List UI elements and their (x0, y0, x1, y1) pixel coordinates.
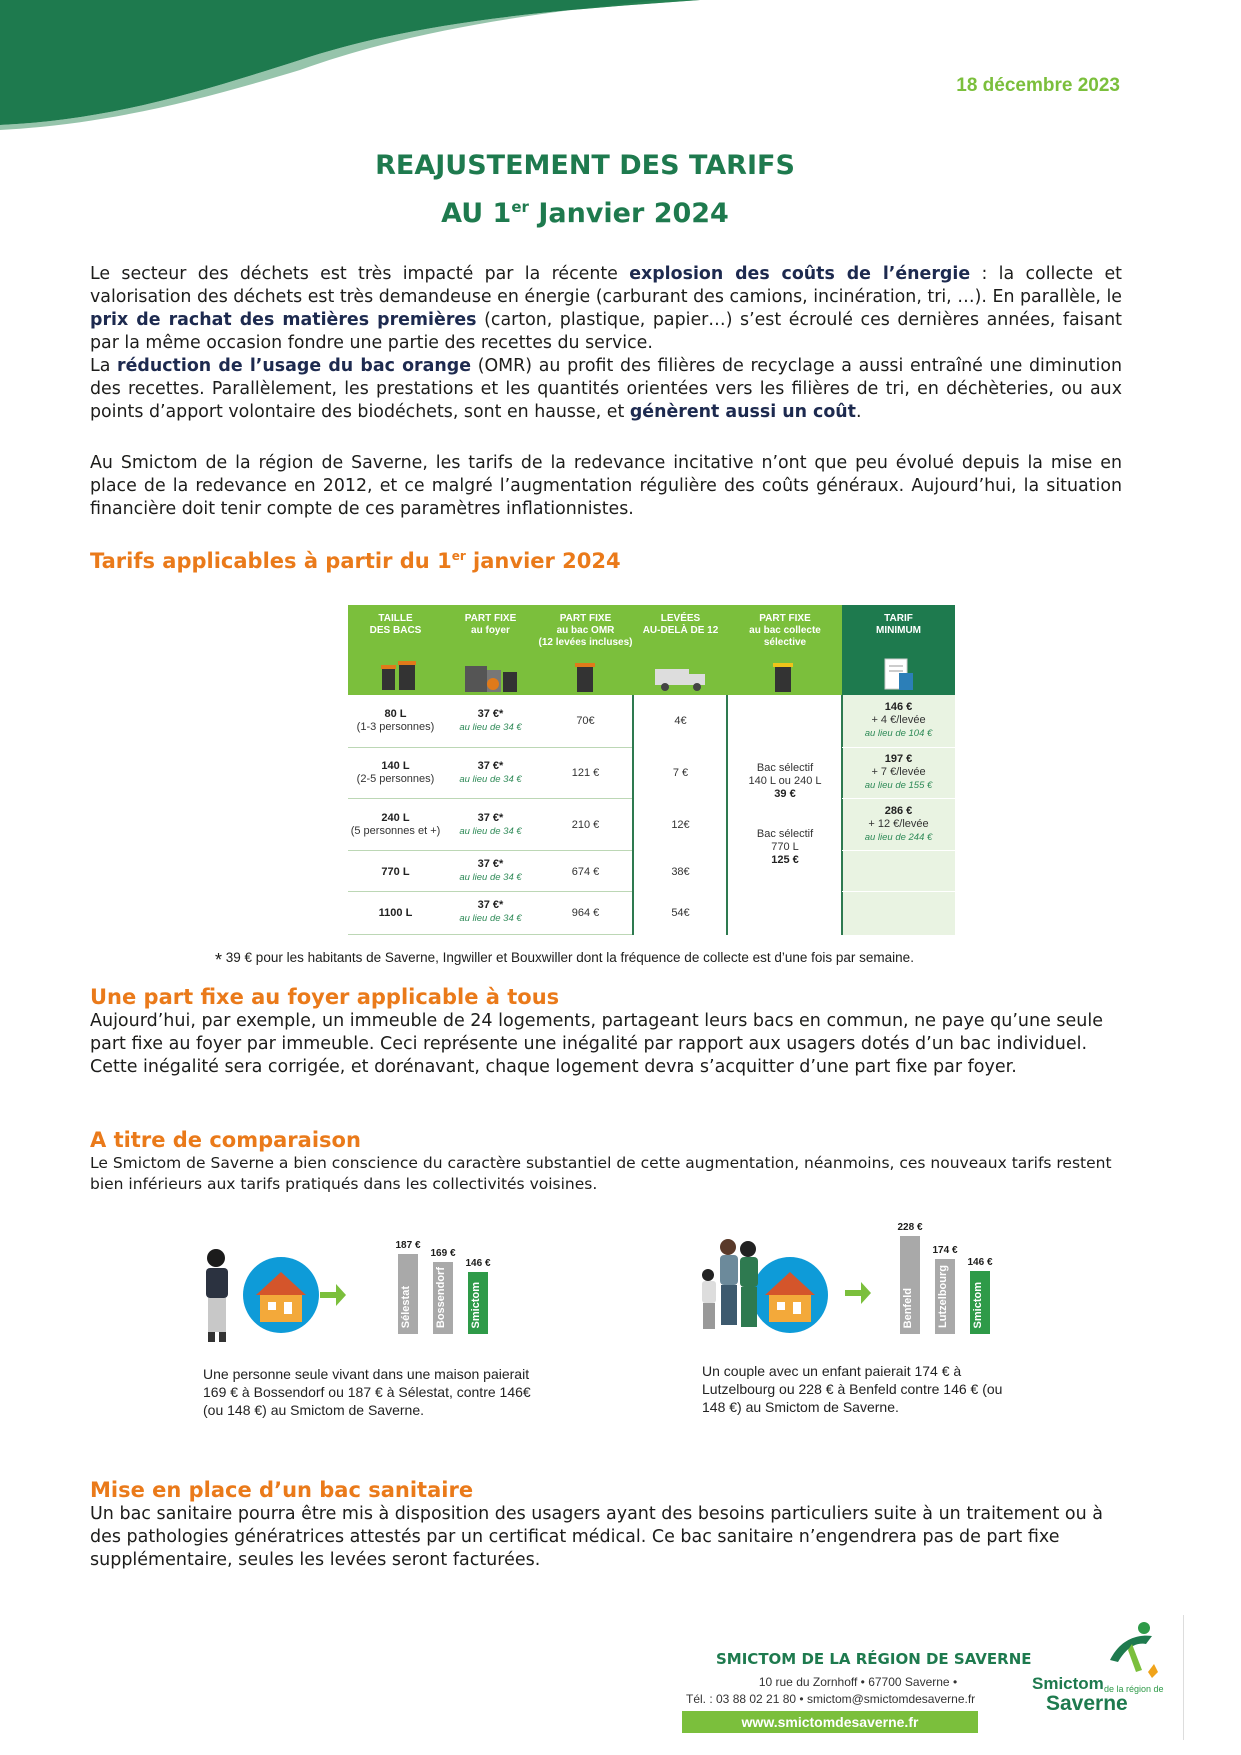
table-row-size: 1100 L (378, 907, 413, 919)
table-row-min: 286 € + 12 €/levée au lieu de 244 € (864, 805, 933, 843)
row-divider (842, 798, 955, 799)
page-title: REAJUSTEMENT DES TARIFS (375, 150, 795, 181)
column-divider (632, 695, 634, 935)
chart-value-label: 146 € (967, 1257, 993, 1268)
section-text-comparaison: Le Smictom de Saverne a bien conscience du caractère substantiel de cette augmentation, néanmoins, ces nouveaux tarifs restent bien inférieurs aux tarifs pratiqués dans les collectivités voisines. (90, 1154, 1112, 1193)
bin-icon (378, 660, 418, 692)
chart-bar-bossendorf (433, 1262, 453, 1334)
table-row-omr: 121 € (571, 767, 600, 779)
smictom-logo (1032, 1620, 1180, 1735)
selective-bin-large: Bac sélectif 770 L 125 € (756, 828, 814, 866)
header-part-fixe-selective: PART FIXE au bac collecte sélective (728, 605, 842, 695)
family-house-illustration (690, 1235, 840, 1350)
single-person-house-illustration (196, 1240, 336, 1350)
chart-value-label: 146 € (465, 1258, 491, 1269)
footer-contact: Tél. : 03 88 02 21 80 • smictom@smictomdesaverne.fr (686, 1692, 976, 1706)
footer-organization: SMICTOM DE LA RÉGION DE SAVERNE (716, 1650, 1032, 1668)
row-divider (348, 891, 632, 892)
chart-bar-label: Smictom (470, 1281, 482, 1328)
section-text-bac-sanitaire: Un bac sanitaire pourra être mis à disposition des usagers ayant des besoins particuliers suite à un traitement ou à des pathologies génératrices attestés par un certificat médical. Ce bac sanitaire n’engendrera pas de part fixe supplémentaire, seules les levées seront facturées. (90, 1504, 1104, 1570)
tarifs-table (348, 605, 955, 935)
chart-bar-label: Smictom (972, 1281, 984, 1328)
table-row-size: 140 L (2-5 personnes) (356, 760, 435, 785)
table-row-omr: 210 € (571, 819, 600, 831)
comparison-chart-single (395, 1240, 508, 1334)
arrow-right-icon (318, 1280, 348, 1310)
table-row-levee: 7 € (672, 767, 689, 779)
arrow-right-icon (843, 1278, 873, 1308)
header-part-fixe-omr: PART FIXE au bac OMR (12 levées incluses) (538, 605, 633, 695)
building-icon (463, 660, 523, 692)
table-row-fixe: 37 €* au lieu de 34 € (459, 858, 522, 883)
chart-bar-label: Lutzelbourg (937, 1265, 949, 1328)
chart-bar-smictom (468, 1272, 488, 1334)
footer-address: 10 rue du Zornhoff • 67700 Saverne • (758, 1675, 958, 1689)
header-taille: TAILLE DES BACS (348, 605, 443, 695)
table-footnote: * 39 € pour les habitants de Saverne, Ingwiller et Bouxwiller dont la fréquence de collecte est d’une fois par semaine. (215, 950, 914, 970)
logo-text-saverne: Saverne (1046, 1692, 1128, 1715)
selective-bin-small: Bac sélectif 140 L ou 240 L 39 € (748, 762, 822, 800)
table-row-levee: 38€ (671, 866, 690, 878)
row-divider (348, 934, 632, 935)
table-row-omr: 70€ (576, 715, 595, 727)
chart-value-label: 174 € (932, 1245, 958, 1256)
table-row-fixe: 37 €* au lieu de 34 € (459, 899, 522, 924)
footer-website-link[interactable]: www.smictomdesaverne.fr (682, 1711, 978, 1733)
table-row-omr: 674 € (571, 866, 600, 878)
header-part-fixe-foyer: PART FIXE au foyer (443, 605, 538, 695)
intro-paragraph-3: Au Smictom de la région de Saverne, les tarifs de la redevance incitative n’ont que peu évolué depuis la mise en place de la redevance en 2012, et ce malgré l’augmentation régulière des coûts généraux. Aujourd’hui, la situation financière doit tenir compte de ces paramètres inflationnistes. (90, 453, 1122, 519)
row-divider (842, 747, 955, 748)
invoice-calculator-icon (883, 657, 915, 691)
intro-paragraph-1: Le secteur des déchets est très impacté par la récente explosion des coûts de l’énergie : la collecte et valorisation des déchets est très demandeuse en énergie (carburant des camions, incinération, tri, …). En parallèle, le prix de rachat des matières premières (carton, plastique, papier…) s’est écroulé ces dernières années, faisant par la même occasion fondre une partie des recettes du service. (90, 264, 1122, 353)
column-divider (726, 695, 728, 935)
chart-bar-smictom (970, 1271, 990, 1334)
row-divider (348, 798, 632, 799)
section-heading-part-fixe: Une part fixe au foyer applicable à tous (90, 985, 560, 1009)
chart-value-label: 228 € (897, 1222, 923, 1233)
table-row-min: 146 € + 4 €/levée au lieu de 104 € (864, 701, 933, 739)
chart-bar-benfeld (900, 1236, 920, 1334)
selective-bin-icon (768, 660, 798, 692)
logo-text-region: de la région de (1104, 1684, 1164, 1694)
smictom-logo-figure-icon (1102, 1620, 1162, 1682)
row-divider (842, 850, 955, 851)
table-row-levee: 54€ (671, 907, 690, 919)
footer-divider (1183, 1615, 1184, 1740)
table-row-fixe: 37 €* au lieu de 34 € (459, 812, 522, 837)
comparison-caption-family: Un couple avec un enfant paierait 174 € à Lutzelbourg ou 228 € à Benfeld contre 146 € (ou 148 €) au Smictom de Saverne. (702, 1363, 1003, 1415)
chart-bar-sélestat (398, 1254, 418, 1334)
table-row-levee: 12€ (671, 819, 690, 831)
tarifs-heading: Tarifs applicables à partir du 1er janvier 2024 (90, 549, 621, 573)
header-wave-decoration (0, 0, 700, 130)
chart-bar-label: Bossendorf (435, 1266, 447, 1328)
logo-text-smictom: Smictom (1032, 1674, 1104, 1693)
header-levees: LEVÉES AU-DELÀ DE 12 (633, 605, 728, 695)
table-row-size: 240 L (5 personnes et +) (350, 812, 441, 837)
table-row-levee: 4€ (674, 715, 687, 727)
chart-bar-lutzelbourg (935, 1259, 955, 1334)
comparison-chart-family (897, 1222, 1010, 1334)
header-tarif-minimum: TARIF MINIMUM (842, 605, 955, 695)
table-row-fixe: 37 €* au lieu de 34 € (459, 760, 522, 785)
section-text-part-fixe: Aujourd’hui, par exemple, un immeuble de 24 logements, partageant leurs bacs en commun, ne paye qu’une seule part fixe au foyer par immeuble. Ceci représente une inégalité par rapport aux usagers dotés d’un bac individuel. Cette inégalité sera corrigée, et dorénavant, chaque logement devra s’acquitter d’une part fixe par foyer. (90, 1011, 1104, 1077)
chart-value-label: 187 € (395, 1240, 421, 1251)
row-divider (842, 891, 955, 892)
omr-bin-icon (570, 660, 600, 692)
table-row-min: 197 € + 7 €/levée au lieu de 155 € (864, 753, 933, 791)
intro-paragraph-2: La réduction de l’usage du bac orange (OMR) au profit des filières de recyclage a aussi entraîné une diminution des recettes. Parallèlement, les prestations et les quantités orientées vers les filières de tri, en déchèteries, ou aux points d’apport volontaire des biodéchets, sont en hausse, et génèrent aussi un coût. (90, 356, 1122, 422)
chart-bar-label: Benfeld (902, 1287, 914, 1328)
table-row-omr: 964 € (571, 907, 600, 919)
section-heading-comparaison: A titre de comparaison (90, 1128, 361, 1152)
section-heading-bac-sanitaire: Mise en place d’un bac sanitaire (90, 1478, 474, 1502)
table-row-fixe: 37 €* au lieu de 34 € (459, 708, 522, 733)
document-date: 18 décembre 2023 (956, 75, 1120, 96)
truck-icon (653, 665, 709, 691)
chart-bar-label: Sélestat (400, 1285, 412, 1328)
table-row-size: 80 L (1-3 personnes) (356, 708, 435, 733)
table-row-size: 770 L (381, 866, 410, 878)
comparison-caption-single: Une personne seule vivant dans une maison paierait 169 € à Bossendorf ou 187 € à Sélestat, contre 146€ (ou 148 €) au Smictom de Saverne. (203, 1366, 531, 1418)
row-divider (348, 850, 632, 851)
row-divider (348, 747, 632, 748)
page-subtitle: AU 1er Janvier 2024 (441, 198, 729, 229)
chart-value-label: 169 € (430, 1248, 456, 1259)
